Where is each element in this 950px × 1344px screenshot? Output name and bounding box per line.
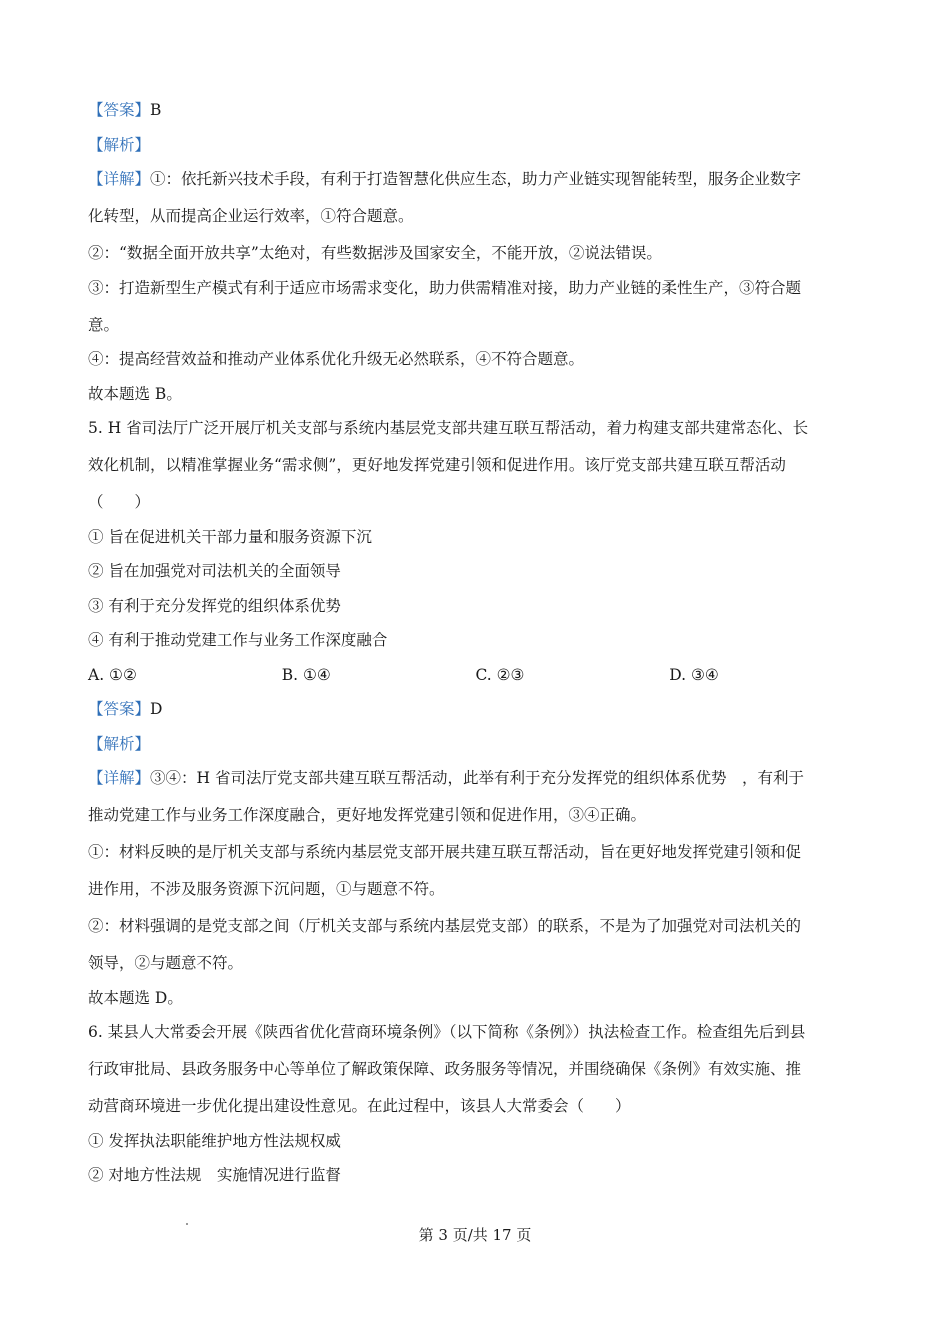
q5-detail-line: 推动党建工作与业务工作深度融合，更好地发挥党建引领和促进作用，③④正确。 [88, 806, 647, 824]
q4-detail-line: ④：提高经营效益和推动产业体系优化升级无必然联系，④不符合题意。 [88, 350, 585, 368]
q5-stem-line: 效化机制，以精准掌握业务“需求侧”，更好地发挥党建引领和促进作用。该厅党支部共建互联互帮活动 [88, 456, 786, 474]
page-content [88, 96, 863, 1196]
detail-tag: 【详解】 [88, 769, 151, 787]
q5-detail-line [88, 764, 863, 801]
q4-detail-line: 意。 [88, 315, 120, 334]
q6-statement: ① 发挥执法职能维护地方性法规权威 [88, 1131, 341, 1150]
q6-stem-line: 6. 某县人大常委会开展《陕西省优化营商环境条例》（以下简称《条例》）执法检查工作。检查组先后到县 [88, 1023, 806, 1041]
q5-options [88, 661, 863, 696]
q5-stem-line: 5. H 省司法厅广泛开展厅机关支部与系统内基层党支部共建互联互帮活动，着力构建支部共建常态化、长 [88, 419, 809, 437]
analysis-tag: 【解析】 [88, 734, 151, 753]
q4-answer-line [88, 96, 863, 131]
q5-detail-line: 进作用，不涉及服务资源下沉问题，①与题意不符。 [88, 880, 445, 898]
q4-conclusion: 故本题选 B。 [88, 384, 182, 403]
q5-detail-line: 领导，②与题意不符。 [88, 954, 244, 972]
q5-detail-line: ②：材料强调的是党支部之间（厅机关支部与系统内基层党支部）的联系，不是为了加强党对司法机关的 [88, 917, 802, 935]
q4-analysis-line [88, 131, 863, 166]
answer-tag: 【答案】 [88, 700, 151, 718]
detail-tag: 【详解】 [88, 170, 151, 188]
q4-detail-line: ③：打造新型生产模式有利于适应市场需求变化，助力供需精准对接，助力产业链的柔性生产，③符合题 [88, 278, 802, 297]
q4-detail-line [88, 165, 863, 202]
q6-stem-line: 行政审批局、县政务服务中心等单位了解政策保障、政务服务等情况，并围绕确保《条例》有效实施、推 [88, 1060, 802, 1078]
option-d: D. ③④ [669, 665, 719, 684]
q5-answer-line [88, 695, 863, 730]
q5-statement: ④ 有利于推动党建工作与业务工作深度融合 [88, 631, 388, 649]
page-footer: 第 3 页/共 17 页 [418, 1226, 532, 1244]
q5-statement: ① 旨在促进机关干部力量和服务资源下沉 [88, 527, 372, 546]
option-b: B. ①④ [281, 665, 331, 684]
q4-detail-text: ①：依托新兴技术手段，有利于打造智慧化供应生态，助力产业链实现智能转型，服务企业数字 [150, 170, 802, 188]
q5-stem-line: （ ） [88, 493, 151, 511]
q5-answer: D [150, 700, 163, 718]
q5-statement: ③ 有利于充分发挥党的组织体系优势 [88, 596, 341, 615]
q4-detail-line: 化转型，从而提高企业运行效率，①符合题意。 [88, 207, 414, 225]
option-a: A. ①② [88, 665, 137, 684]
q5-detail-text: ③④：H 省司法厅党支部共建互联互帮活动，此举有利于充分发挥党的组织体系优势 ，有利于 [150, 769, 804, 787]
q4-answer: B [150, 101, 162, 119]
option-c: C. ②③ [475, 665, 525, 684]
answer-tag: 【答案】 [88, 101, 151, 119]
q5-detail-line: ①：材料反映的是厅机关支部与系统内基层党支部开展共建互联互帮活动，旨在更好地发挥党建引领和促 [88, 843, 802, 861]
q5-statement: ② 旨在加强党对司法机关的全面领导 [88, 562, 341, 580]
q4-detail-line: ②：“数据全面开放共享”太绝对，有些数据涉及国家安全，不能开放，②说法错误。 [88, 244, 662, 262]
analysis-tag: 【解析】 [88, 135, 151, 154]
q5-conclusion: 故本题选 D。 [88, 988, 183, 1007]
q6-statement: ② 对地方性法规 实施情况进行监督 [88, 1166, 341, 1184]
q6-stem-line: 动营商环境进一步优化提出建设性意见。在此过程中，该县人大常委会（ ） [88, 1097, 631, 1115]
q5-analysis-line [88, 730, 863, 765]
